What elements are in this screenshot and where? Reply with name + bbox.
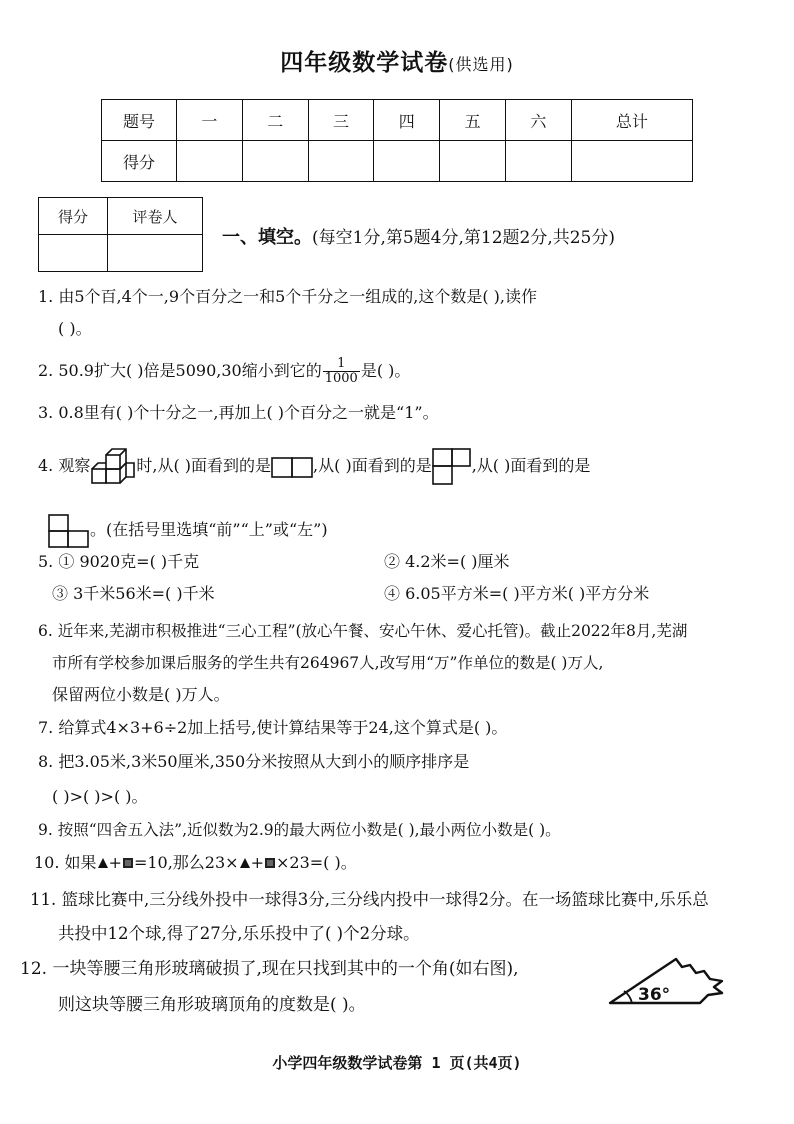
section-heading — [222, 223, 615, 249]
question-1-line-2: ( )。 — [58, 319, 92, 338]
question-4-text-c: ,从( )面看到的是 — [471, 456, 591, 475]
triangle-symbol-icon — [97, 857, 109, 869]
question-7: 7. 给算式4×3+6÷2加上括号,使计算结果等于24,这个算式是( )。 — [38, 718, 508, 737]
score-table — [101, 99, 693, 182]
question-10-plus: + — [108, 853, 122, 872]
score-input-cell[interactable] — [177, 141, 243, 182]
question-2 — [38, 357, 410, 386]
question-10-plus: + — [250, 853, 264, 872]
question-6-line-3: 保留两位小数是( )万人。 — [52, 685, 230, 704]
score-header-row — [102, 100, 693, 141]
section-title: 一、填空。 — [222, 227, 312, 248]
broken-glass-angle-figure — [604, 953, 734, 1009]
score-value-row — [102, 141, 693, 182]
question-5d: ④ 6.05平方米=( )平方米( )平方分米 — [384, 584, 650, 603]
view-shape-icon — [271, 455, 313, 479]
question-4-line-2 — [48, 513, 328, 547]
question-8-line-1: 8. 把3.05米,3米50厘米,350分米按照从大到小的顺序排序是 — [38, 752, 470, 771]
view-shape-icon — [432, 448, 472, 486]
question-10 — [34, 852, 357, 874]
score-input-cell[interactable] — [374, 141, 440, 182]
section-note: (每空1分,第5题4分,第12题2分,共25分) — [312, 228, 616, 248]
score-header-cell: 五 — [440, 100, 506, 141]
score-header-cell: 题号 — [102, 100, 177, 141]
question-5b: ② 4.2米=( )厘米 — [384, 552, 510, 571]
grader-name-input[interactable] — [108, 235, 203, 272]
question-5c: ③ 3千米56米=( )千米 — [52, 584, 215, 603]
question-4-text-a: 时,从( )面看到的是 — [136, 456, 272, 475]
score-input-cell[interactable] — [242, 141, 308, 182]
question-3: 3. 0.8里有( )个十分之一,再加上( )个百分之一就是“1”。 — [38, 403, 439, 422]
title-text: 四年级数学试卷 — [280, 50, 449, 76]
score-header-cell: 二 — [242, 100, 308, 141]
question-9: 9. 按照“四舍五入法”,近似数为2.9的最大两位小数是( ),最小两位小数是( )。 — [38, 821, 561, 839]
score-header-cell: 四 — [374, 100, 440, 141]
question-1-line-1: 1. 由5个百,4个一,9个百分之一和5个千分之一组成的,这个数是( ),读作 — [38, 287, 537, 306]
cube-stack-icon — [90, 447, 136, 487]
question-6-line-1: 6. 近年来,芜湖市积极推进“三心工程”(放心午餐、安心午休、爱心托管)。截止2022年8月,芜湖 — [38, 622, 688, 640]
question-11-line-2: 共投中12个球,得了27分,乐乐投中了( )个2分球。 — [58, 924, 420, 943]
fraction-denominator: 1000 — [324, 371, 358, 386]
question-11-line-1: 11. 篮球比赛中,三分线外投中一球得3分,三分线内投中一球得2分。在一场篮球比赛中,乐乐总 — [30, 890, 709, 909]
exam-title — [0, 44, 794, 77]
question-4-text-b: ,从( )面看到的是 — [313, 456, 432, 475]
grader-box — [38, 197, 203, 272]
view-shape-icon — [48, 514, 90, 548]
score-input-cell[interactable] — [440, 141, 506, 182]
score-input-cell[interactable] — [505, 141, 571, 182]
question-4-label: 4. 观察 — [38, 456, 91, 475]
title-subtitle: (供选用) — [448, 55, 514, 74]
score-row-label: 得分 — [102, 141, 177, 182]
question-8-line-2: ( )>( )>( )。 — [52, 787, 148, 806]
square-symbol-icon — [122, 857, 134, 869]
angle-label: 36° — [638, 985, 671, 1005]
grader-name-label: 评卷人 — [108, 198, 203, 235]
question-5a: 5. ① 9020克=( )千克 — [38, 552, 200, 571]
question-10-text-c: ×23=( )。 — [275, 853, 357, 872]
fraction-1-1000 — [323, 357, 360, 386]
question-10-text-b: =10,那么23× — [133, 853, 239, 872]
score-header-cell: 三 — [308, 100, 374, 141]
score-input-cell[interactable] — [308, 141, 374, 182]
score-header-cell: 总计 — [571, 100, 692, 141]
question-2-text-b: 是( )。 — [360, 361, 411, 380]
page-footer: 小学四年级数学试卷第 1 页(共4页) — [272, 1054, 522, 1072]
score-header-cell: 一 — [177, 100, 243, 141]
triangle-symbol-icon — [239, 857, 251, 869]
grader-score-label: 得分 — [39, 198, 108, 235]
score-input-cell[interactable] — [571, 141, 692, 182]
question-6-line-2: 市所有学校参加课后服务的学生共有264967人,改写用“万”作单位的数是( )万人, — [52, 654, 604, 672]
question-12-line-2: 则这块等腰三角形玻璃顶角的度数是( )。 — [58, 995, 366, 1015]
score-header-cell: 六 — [505, 100, 571, 141]
question-2-text-a: 2. 50.9扩大( )倍是5090,30缩小到它的 — [38, 361, 322, 380]
question-12-line-1: 12. 一块等腰三角形玻璃破损了,现在只找到其中的一个角(如右图), — [20, 959, 519, 979]
grader-score-input[interactable] — [39, 235, 108, 272]
square-symbol-icon — [264, 857, 276, 869]
question-10-text-a: 10. 如果 — [34, 853, 97, 872]
question-4-text-d: 。(在括号里选填“前”“上”或“左”) — [90, 520, 328, 539]
fraction-numerator: 1 — [323, 357, 360, 372]
question-4-line-1 — [38, 446, 590, 486]
